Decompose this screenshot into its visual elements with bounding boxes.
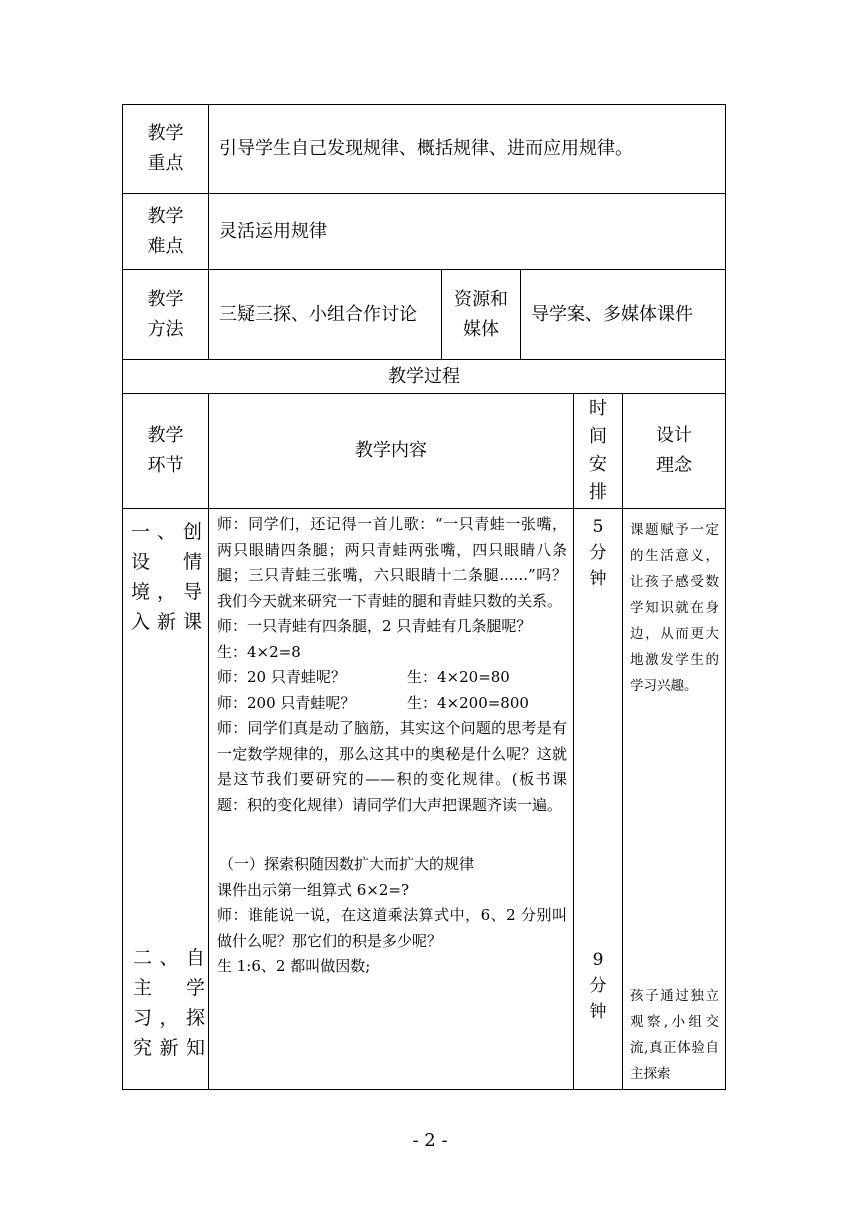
content-header: 教学内容: [209, 394, 574, 509]
page-number: - 2 -: [412, 1130, 448, 1151]
stage2-paragraph: （一）探索积随因数扩大而扩大的规律: [219, 855, 475, 873]
process-title-row: [123, 360, 726, 394]
time-header: 时 间 安 排: [574, 394, 623, 509]
difficulty-label: 教学 难点: [123, 194, 209, 270]
process-title: 教学过程: [123, 360, 726, 394]
stage1-time: 5 分 钟: [589, 517, 607, 589]
stage1-name: 一、创设情境，导入新课: [131, 521, 202, 633]
resource-value: 导学案、多媒体课件: [521, 270, 726, 360]
idea-column: [623, 509, 726, 1090]
stage1-paragraph: 生：4×2=8: [217, 642, 301, 661]
stage2-paragraph: 生 1:6、2 都叫做因数;: [217, 957, 371, 975]
stage-header: 教学 环节: [123, 394, 209, 509]
resource-label: 资源和 媒体: [442, 270, 521, 360]
difficulty-row: [123, 194, 726, 270]
stage1-paragraph: 师：一只青蛙有四条腿，2 只青蛙有几条腿呢？: [217, 617, 532, 635]
stage-column: [123, 509, 209, 1090]
method-value: 三疑三探、小组合作讨论: [209, 270, 442, 360]
key-points-value: 引导学生自己发现规律、概括规律、进而应用规律。: [209, 105, 726, 194]
difficulty-value: 灵活运用规律: [209, 194, 726, 270]
time-column: [574, 509, 623, 1090]
key-points-row: [123, 105, 726, 194]
stage1-paragraph: 师：同学们真是动了脑筋，其实这个问题的思考是有一定数学规律的，那么这其中的奥秘是什么呢？这就是这节我们要研究的——积的变化规律。(板书课题：积的变化规律）请同学们大声把课题齐读一遍。: [217, 719, 567, 814]
stage2-paragraph: 课件出示第一组算式 6×2=?: [217, 880, 410, 899]
stage1-paragraph: 师：200 只青蛙呢？ 生：4×200=800: [217, 693, 529, 712]
stage1-note: 课题赋予一定的生活意义，让孩子感受数学知识就在身边，从而更大地激发学生的学习兴趣。: [630, 522, 719, 694]
lesson-plan-table: [122, 104, 726, 1090]
method-row: [123, 270, 726, 360]
process-body-row: [123, 509, 726, 1090]
stage2-time: 9 分 钟: [589, 950, 607, 1022]
stage1-paragraph: 师：同学们，还记得一首儿歌：“一只青蛙一张嘴，两只眼睛四条腿；两只青蛙两张嘴，四只眼睛八条腿；三只青蛙三张嘴，六只眼睛十二条腿......”吗？我们今天就来研究一下青蛙的腿和青蛙只数的关系。: [217, 515, 567, 610]
stage2-note: 孩子通过独立观察,小组交流,真正体验自主探索: [630, 988, 719, 1082]
idea-header: 设计 理念: [623, 394, 726, 509]
header-row: [123, 394, 726, 509]
method-label: 教学 方法: [123, 270, 209, 360]
key-points-label: 教学 重点: [123, 105, 209, 194]
content-column: [209, 509, 574, 1090]
stage1-paragraph: 师：20 只青蛙呢？ 生：4×20=80: [217, 668, 510, 686]
stage2-paragraph: 师：谁能说一说，在这道乘法算式中，6、2 分别叫做什么呢？那它们的积是多少呢？: [217, 906, 567, 950]
stage2-name: 二、自主学习，探究新知: [133, 947, 205, 1059]
